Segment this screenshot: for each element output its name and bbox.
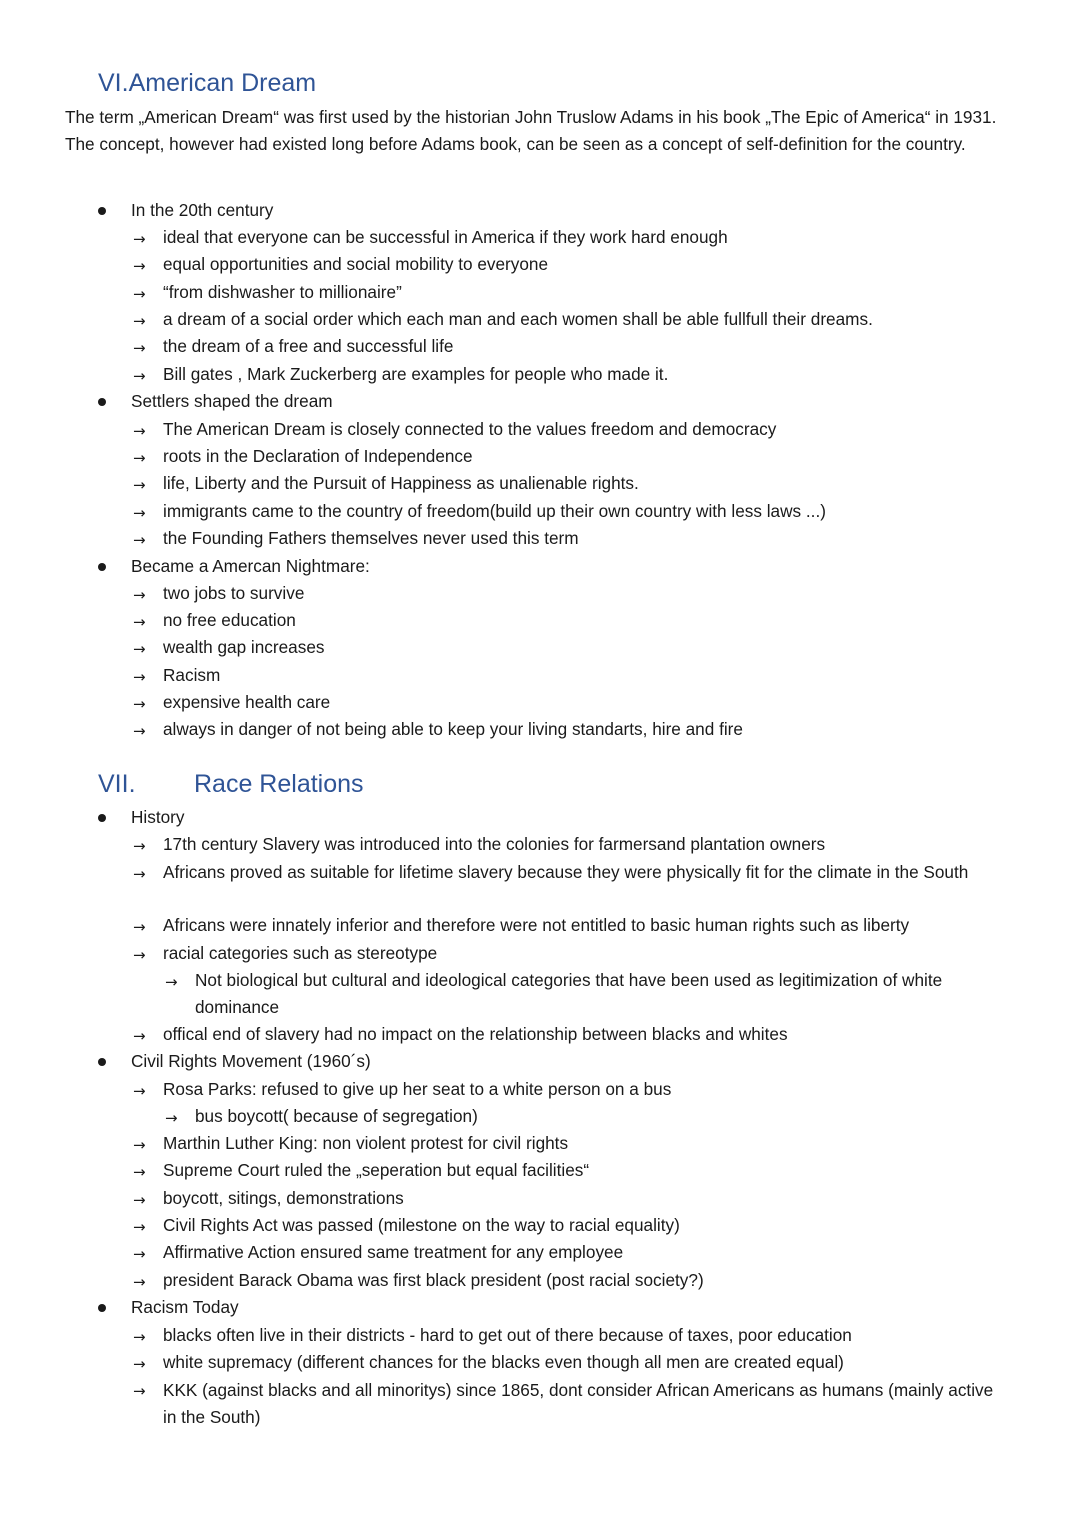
arrow-icon: → bbox=[133, 1273, 146, 1291]
arrow-icon: → bbox=[133, 531, 146, 549]
list-item: always in danger of not being able to keep your living standarts, hire and fire bbox=[163, 719, 743, 739]
section-number: VI. bbox=[98, 69, 129, 97]
bullet-marker bbox=[98, 207, 106, 215]
bullet-marker bbox=[98, 398, 106, 406]
arrow-icon: → bbox=[133, 257, 146, 275]
list-item: immigrants came to the country of freedom(build up their own country with less laws ...) bbox=[163, 501, 826, 521]
list-item: Racism bbox=[163, 665, 221, 685]
arrow-icon: → bbox=[133, 946, 146, 964]
list-item: the dream of a free and successful life bbox=[163, 336, 454, 356]
arrow-icon: → bbox=[133, 586, 146, 604]
list-item: KKK (against blacks and all minoritys) since 1865, dont consider African Americans as humans (mainly active in the South) bbox=[163, 1380, 994, 1427]
bullet-label: Racism Today bbox=[131, 1297, 239, 1317]
arrow-icon: → bbox=[133, 285, 146, 303]
arrow-icon: → bbox=[133, 1245, 146, 1263]
arrow-icon: → bbox=[133, 1218, 146, 1236]
arrow-icon: → bbox=[133, 1328, 146, 1346]
arrow-icon: → bbox=[133, 504, 146, 522]
bullet-marker bbox=[98, 814, 106, 822]
list-item: expensive health care bbox=[163, 692, 331, 712]
arrow-icon: → bbox=[133, 367, 146, 385]
arrow-icon: → bbox=[133, 1163, 146, 1181]
list-item: boycott, sitings, demonstrations bbox=[163, 1188, 404, 1208]
list-item: “from dishwasher to millionaire” bbox=[163, 282, 402, 302]
list-item: The American Dream is closely connected to the values freedom and democracy bbox=[163, 419, 777, 439]
arrow-icon: → bbox=[133, 422, 146, 440]
list-item: no free education bbox=[163, 610, 296, 630]
list-item: white supremacy (different chances for the blacks even though all men are created equal) bbox=[163, 1352, 844, 1372]
list-item: a dream of a social order which each man and each women shall be able fullfull their dreams. bbox=[163, 309, 873, 329]
list-item: Marthin Luther King: non violent protest for civil rights bbox=[163, 1133, 569, 1153]
list-item: Africans were innately inferior and therefore were not entitled to basic human rights such as liberty bbox=[163, 915, 910, 935]
bullet-label: Civil Rights Movement (1960´s) bbox=[131, 1051, 371, 1071]
arrow-icon: → bbox=[133, 640, 146, 658]
arrow-icon: → bbox=[133, 312, 146, 330]
arrow-icon: → bbox=[165, 1109, 178, 1127]
arrow-icon: → bbox=[133, 1191, 146, 1209]
list-item: offical end of slavery had no impact on the relationship between blacks and whites bbox=[163, 1024, 788, 1044]
list-item: Not biological but cultural and ideological categories that have been used as legitimization of white dominance bbox=[195, 970, 943, 1017]
list-item: ideal that everyone can be successful in America if they work hard enough bbox=[163, 227, 728, 247]
list-item: Supreme Court ruled the „seperation but equal facilities“ bbox=[163, 1160, 590, 1180]
arrow-icon: → bbox=[133, 865, 146, 883]
list-item: blacks often live in their districts - hard to get out of there because of taxes, poor education bbox=[163, 1325, 852, 1345]
arrow-icon: → bbox=[133, 918, 146, 936]
bullet-marker bbox=[98, 1304, 106, 1312]
list-item: racial categories such as stereotype bbox=[163, 943, 438, 963]
list-item: Affirmative Action ensured same treatment for any employee bbox=[163, 1242, 624, 1262]
arrow-icon: → bbox=[133, 339, 146, 357]
arrow-icon: → bbox=[133, 230, 146, 248]
list-item: the Founding Fathers themselves never used this term bbox=[163, 528, 579, 548]
arrow-icon: → bbox=[133, 695, 146, 713]
arrow-icon: → bbox=[133, 1027, 146, 1045]
list-item: bus boycott( because of segregation) bbox=[195, 1106, 478, 1126]
section-heading-vii bbox=[98, 769, 364, 799]
list-item: equal opportunities and social mobility to everyone bbox=[163, 254, 549, 274]
intro-paragraph: The term „American Dream“ was first used by the historian John Truslow Adams in his book „The Epic of America“ in 1931. The concept, however had existed long before Adams book, can be seen as a concept of self-definition for the country. bbox=[65, 107, 997, 154]
list-item: 17th century Slavery was introduced into the colonies for farmersand plantation owners bbox=[163, 834, 826, 854]
list-item: Bill gates , Mark Zuckerberg are examples for people who made it. bbox=[163, 364, 669, 384]
list-item: Civil Rights Act was passed (milestone on the way to racial equality) bbox=[163, 1215, 680, 1235]
arrow-icon: → bbox=[133, 668, 146, 686]
arrow-icon: → bbox=[133, 449, 146, 467]
list-item: Africans proved as suitable for lifetime slavery because they were physically fit for the climate in the South bbox=[163, 862, 969, 882]
arrow-icon: → bbox=[133, 1082, 146, 1100]
bullet-label: History bbox=[131, 807, 185, 827]
bullet-label: In the 20th century bbox=[131, 200, 274, 220]
list-item: wealth gap increases bbox=[163, 637, 325, 657]
bullet-label: Settlers shaped the dream bbox=[131, 391, 333, 411]
arrow-icon: → bbox=[133, 476, 146, 494]
arrow-icon: → bbox=[133, 1136, 146, 1154]
list-item: roots in the Declaration of Independence bbox=[163, 446, 473, 466]
arrow-icon: → bbox=[133, 722, 146, 740]
bullet-marker bbox=[98, 563, 106, 571]
list-item: president Barack Obama was first black president (post racial society?) bbox=[163, 1270, 704, 1290]
arrow-icon: → bbox=[165, 973, 178, 991]
arrow-icon: → bbox=[133, 837, 146, 855]
list-item: life, Liberty and the Pursuit of Happiness as unalienable rights. bbox=[163, 473, 639, 493]
arrow-icon: → bbox=[133, 1355, 146, 1373]
list-item: two jobs to survive bbox=[163, 583, 305, 603]
section-title: American Dream bbox=[128, 69, 317, 97]
list-item: Rosa Parks: refused to give up her seat to a white person on a bus bbox=[163, 1079, 672, 1099]
arrow-icon: → bbox=[133, 613, 146, 631]
bullet-label: Became a Amercan Nightmare: bbox=[131, 556, 370, 576]
section-title: Race Relations bbox=[194, 770, 364, 798]
arrow-icon: → bbox=[133, 1382, 146, 1400]
section-heading-vi bbox=[98, 68, 316, 98]
bullet-marker bbox=[98, 1058, 106, 1066]
section-number: VII. bbox=[98, 770, 136, 798]
